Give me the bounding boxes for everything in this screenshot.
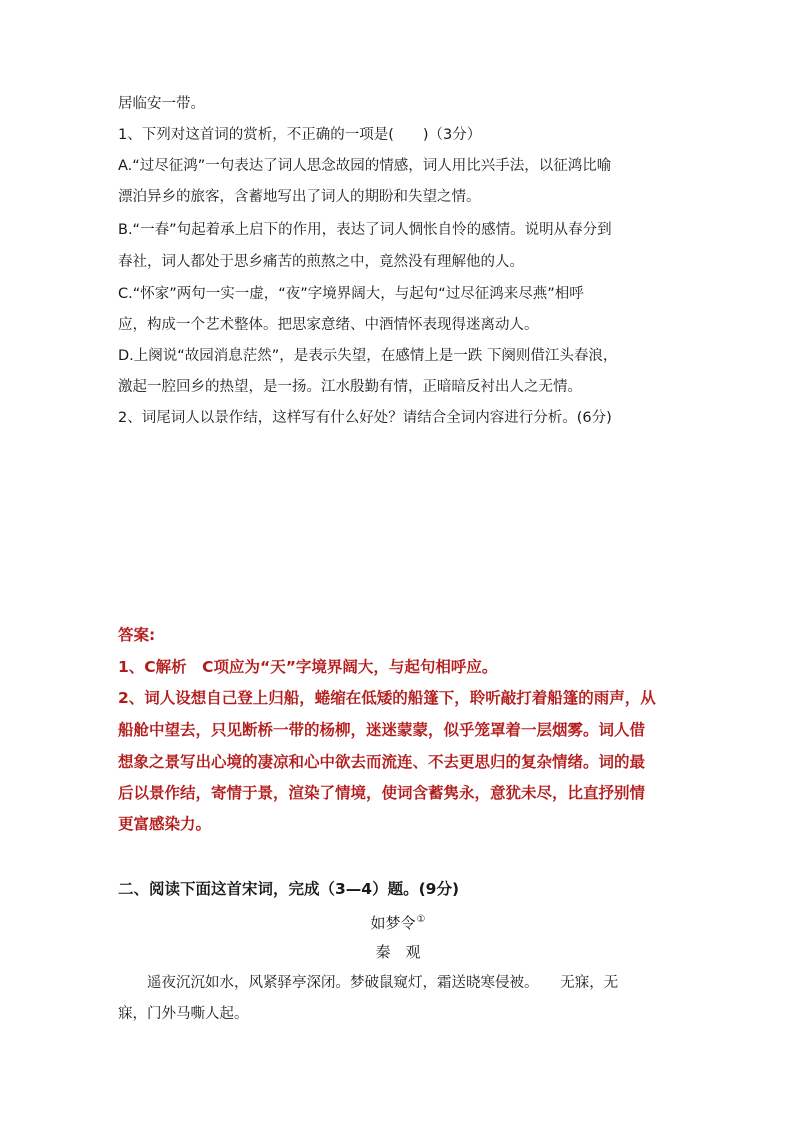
poem-line-1: 遥夜沉沉如水，风紧驿亭深闭。梦破鼠窥灯，霜送晓寒侵被。 无寐，无 — [118, 975, 619, 991]
option-b-line-2: 春社，词人都处于思乡痛苦的煎熬之中，竟然没有理解他的人。 — [118, 254, 524, 270]
option-b-line-1: B.“一春”句起着承上启下的作用，表达了词人惆怅自怜的感情。说明从春分到 — [118, 222, 612, 238]
poem-title — [118, 910, 678, 933]
passage-tail: 居临安一带。 — [118, 96, 205, 112]
option-d-line-1: D.上阕说“故园消息茫然”，是表示失望，在感情上是一跌 下阕则借江头春浪， — [118, 348, 618, 364]
question-1: 1、下列对这首词的赏析，不正确的一项是( )（3分） — [118, 127, 482, 143]
answer-2-line-3: 想象之景写出心境的凄凉和心中欲去而流连、不去更思归的复杂情绪。词的最 — [118, 753, 646, 771]
answer-1: 1、C解析 C项应为“天”字境界阔大，与起句相呼应。 — [118, 658, 498, 676]
answer-2-line-2: 船舱中望去，只见断桥一带的杨柳，迷迷蒙蒙，似乎笼罩着一层烟雾。词人借 — [118, 721, 646, 739]
question-2: 2、词尾词人以景作结，这样写有什么好处？请结合全词内容进行分析。(6分) — [118, 410, 612, 426]
option-a-line-1: A.“过尽征鸿”一句表达了词人思念故园的情感，词人用比兴手法，以征鸿比喻 — [118, 158, 612, 174]
option-c-line-1: C.“怀家”两句一实一虚，“夜”字境界阔大，与起句“过尽征鸿来尽燕”相呼 — [118, 286, 584, 302]
answer-2-line-5: 更富感染力。 — [118, 815, 212, 833]
answer-2-line-4: 后以景作结，寄情于景，渲染了情境，使词含蓄隽永，意犹未尽，比直抒别情 — [118, 784, 646, 802]
answer-label: 答案: — [118, 626, 156, 644]
poem-author: 秦 观 — [375, 943, 421, 961]
option-c-line-2: 应，构成一个艺术整体。把思家意绪、中酒情怀表现得迷离动人。 — [118, 317, 539, 333]
option-d-line-2: 激起一腔回乡的热望，是一扬。江水殷勤有情，正暗暗反衬出人之无情。 — [118, 379, 582, 395]
answer-2-line-1: 2、词人设想自己登上归船，蜷缩在低矮的船篷下，聆听敲打着船篷的雨声，从 — [118, 689, 656, 707]
footnote-marker: ① — [416, 914, 426, 925]
option-a-line-2: 漂泊异乡的旅客，含蓄地写出了词人的期盼和失望之情。 — [118, 189, 481, 205]
poem-line-2: 寐，门外马嘶人起。 — [118, 1006, 249, 1022]
poem-title-text: 如梦令 — [370, 914, 416, 932]
section-2-heading: 二、阅读下面这首宋词，完成（3—4）题。(9分) — [118, 880, 460, 898]
